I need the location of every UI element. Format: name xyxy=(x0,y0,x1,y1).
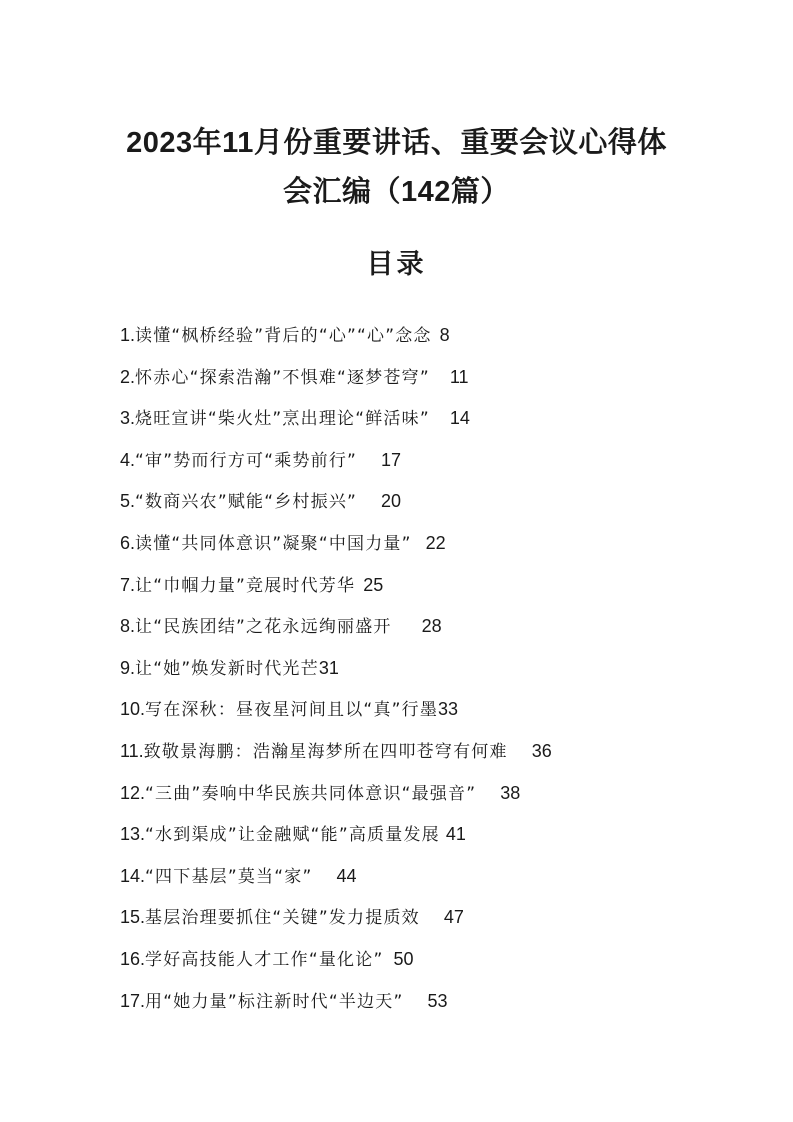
toc-entry-title: 让“民族团结”之花永远绚丽盛开 xyxy=(135,617,392,638)
toc-entry-number: 15. xyxy=(120,907,146,928)
toc-entry-page-number: 31 xyxy=(318,657,339,678)
toc-entry-page-number: 38 xyxy=(500,782,521,803)
toc-entry-title: 读懂“枫桥经验”背后的“心”“心”念念 xyxy=(135,326,432,346)
toc-entry[interactable] xyxy=(120,523,680,565)
toc-entry[interactable] xyxy=(120,440,680,482)
toc-entry[interactable] xyxy=(120,897,680,939)
toc-entry[interactable] xyxy=(120,939,680,981)
toc-entry-number: 14. xyxy=(120,865,146,886)
toc-entry-number: 6. xyxy=(120,532,136,553)
toc-entry-page-number: 11 xyxy=(449,366,469,387)
toc-entry-number: 7. xyxy=(120,574,136,595)
toc-entry[interactable] xyxy=(120,565,680,607)
toc-entry[interactable] xyxy=(120,689,680,731)
toc-entry-title: “四下基层”莫当“家” xyxy=(145,866,313,887)
toc-entry-page-number: 25 xyxy=(363,574,384,595)
toc-entry[interactable] xyxy=(120,773,680,815)
toc-entry-number: 12. xyxy=(120,782,146,803)
toc-entry-title: 怀赤心“探索浩瀚”不惧难“逐梦苍穹” xyxy=(135,367,430,388)
toc-entry-title: 让“巾帼力量”竞展时代芳华 xyxy=(135,575,356,596)
toc-entry-title: 用“她力量”标注新时代“半边天” xyxy=(145,991,404,1012)
toc-entry-page-number: 28 xyxy=(421,616,442,637)
toc-entry-number: 11. xyxy=(120,740,144,761)
toc-entry-title: 基层治理要抓住“关键”发力提质效 xyxy=(145,908,420,929)
toc-entry-number: 3. xyxy=(120,408,136,429)
toc-entry[interactable] xyxy=(120,731,680,773)
toc-entry-page-number: 41 xyxy=(445,824,466,845)
toc-entry-title: 让“她”焕发新时代光芒 xyxy=(135,658,319,679)
toc-entry-number: 13. xyxy=(120,824,146,845)
toc-entry[interactable] xyxy=(120,981,680,1023)
toc-entry[interactable] xyxy=(120,814,680,856)
toc-entry-page-number: 50 xyxy=(393,948,414,969)
toc-entry-number: 8. xyxy=(120,616,136,637)
toc-entry-number: 1. xyxy=(120,325,136,345)
toc-entry[interactable] xyxy=(120,357,680,399)
toc-entry-page-number: 44 xyxy=(336,865,357,886)
toc-entry-page-number: 36 xyxy=(531,740,552,761)
toc-entry-page-number: 17 xyxy=(381,449,402,470)
toc-entry-title: “数商兴农”赋能“乡村振兴” xyxy=(135,492,358,513)
toc-entry-page-number: 33 xyxy=(438,699,459,720)
toc-entry-number: 4. xyxy=(120,449,136,470)
toc-entry[interactable] xyxy=(120,398,680,440)
toc-entry-number: 17. xyxy=(120,990,146,1011)
toc-entry-page-number: 53 xyxy=(427,990,448,1011)
toc-entry-title: 读懂“共同体意识”凝聚“中国力量” xyxy=(135,533,412,554)
toc-entry-page-number: 14 xyxy=(449,408,470,429)
toc-entry-page-number: 47 xyxy=(443,907,464,928)
document-title-line-2: 会汇编（142篇） xyxy=(283,176,510,208)
toc-entry[interactable] xyxy=(120,856,680,898)
toc-entry[interactable] xyxy=(120,481,680,523)
toc-entry-page-number: 8 xyxy=(439,325,450,345)
toc-entry-number: 5. xyxy=(120,491,136,512)
toc-heading: 目录 xyxy=(366,249,427,280)
table-of-contents xyxy=(120,315,680,1022)
toc-entry-page-number: 22 xyxy=(425,532,446,553)
toc-entry-title: 学好高技能人才工作“量化论” xyxy=(145,949,384,970)
toc-entry-title: 写在深秋：昼夜星河间且以“真”行墨 xyxy=(145,700,439,721)
toc-entry-number: 16. xyxy=(120,948,146,969)
toc-entry-title: “审”势而行方可“乘势前行” xyxy=(135,450,358,471)
toc-entry-number: 9. xyxy=(120,657,136,678)
toc-entry-page-number: 20 xyxy=(381,491,402,512)
toc-entry-title: 烧旺宣讲“柴火灶”烹出理论“鲜活味” xyxy=(135,409,430,430)
toc-entry[interactable] xyxy=(120,648,680,690)
toc-entry-title: “水到渠成”让金融赋“能”高质量发展 xyxy=(145,825,440,846)
document-title-line-1: 2023年11月份重要讲话、重要会议心得体 xyxy=(126,127,667,159)
toc-entry-title: 致敬景海鹏：浩瀚星海梦所在四叩苍穹有何难 xyxy=(143,741,508,762)
toc-entry-number: 2. xyxy=(120,366,136,387)
toc-entry-title: “三曲”奏响中华民族共同体意识“最强音” xyxy=(145,783,477,804)
toc-entry[interactable] xyxy=(120,315,680,357)
toc-entry[interactable] xyxy=(120,606,680,648)
toc-entry-number: 10. xyxy=(120,699,146,720)
